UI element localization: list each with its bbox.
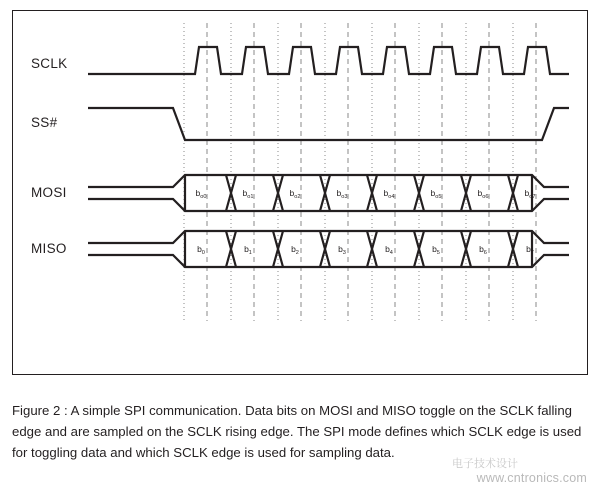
- mosi-bit-0: $b_{o0}$: [195, 188, 207, 200]
- signal-label-ss: SS#: [31, 115, 58, 130]
- mosi-bit-6: $b_{o6}$: [477, 188, 489, 200]
- miso-bit-3: $b_3$: [338, 244, 346, 256]
- mosi-bit-4: $b_{o4}$: [383, 188, 395, 200]
- mosi-bit-5: $b_{o5}$: [430, 188, 442, 200]
- watermark-url: www.cntronics.com: [476, 471, 587, 485]
- signal-label-mosi: MOSI: [31, 185, 67, 200]
- figure-caption: Figure 2 : A simple SPI communication. Data bits on MOSI and MISO toggle on the SCLK falling edge and are sampled on the SCLK rising edge. The SPI mode defines which SCLK edge is used for toggling data and which SCLK edge is used for sampling data.: [12, 403, 582, 460]
- miso-bit-5: $b_5$: [432, 244, 440, 256]
- miso-bit-2: $b_2$: [291, 244, 299, 256]
- signal-label-sclk: SCLK: [31, 56, 68, 71]
- miso-bit-4: $b_4$: [385, 244, 393, 256]
- miso-bit-labels: [197, 244, 534, 256]
- mosi-bit-3: $b_{o3}$: [336, 188, 348, 200]
- timing-diagram-svg: [13, 11, 587, 374]
- miso-waveform: [88, 231, 569, 267]
- miso-bit-6: $b_6$: [479, 244, 487, 256]
- signal-label-miso: MISO: [31, 241, 67, 256]
- watermark-chinese: 电子技术设计: [452, 458, 518, 470]
- mosi-bit-1: $b_{o1}$: [242, 188, 254, 200]
- miso-bit-0: $b_0$: [197, 244, 205, 256]
- timing-diagram-box: [12, 10, 588, 375]
- mosi-bit-labels: [196, 188, 536, 200]
- mosi-waveform: [88, 175, 569, 211]
- miso-bit-1: $b_1$: [244, 244, 252, 256]
- ss-waveform: [88, 108, 569, 140]
- miso-bit-7: $b_7$: [526, 244, 534, 256]
- mosi-bit-2: $b_{o2}$: [289, 188, 301, 200]
- mosi-bit-7: $b_{o7}$: [524, 188, 536, 200]
- sclk-waveform: [88, 47, 569, 74]
